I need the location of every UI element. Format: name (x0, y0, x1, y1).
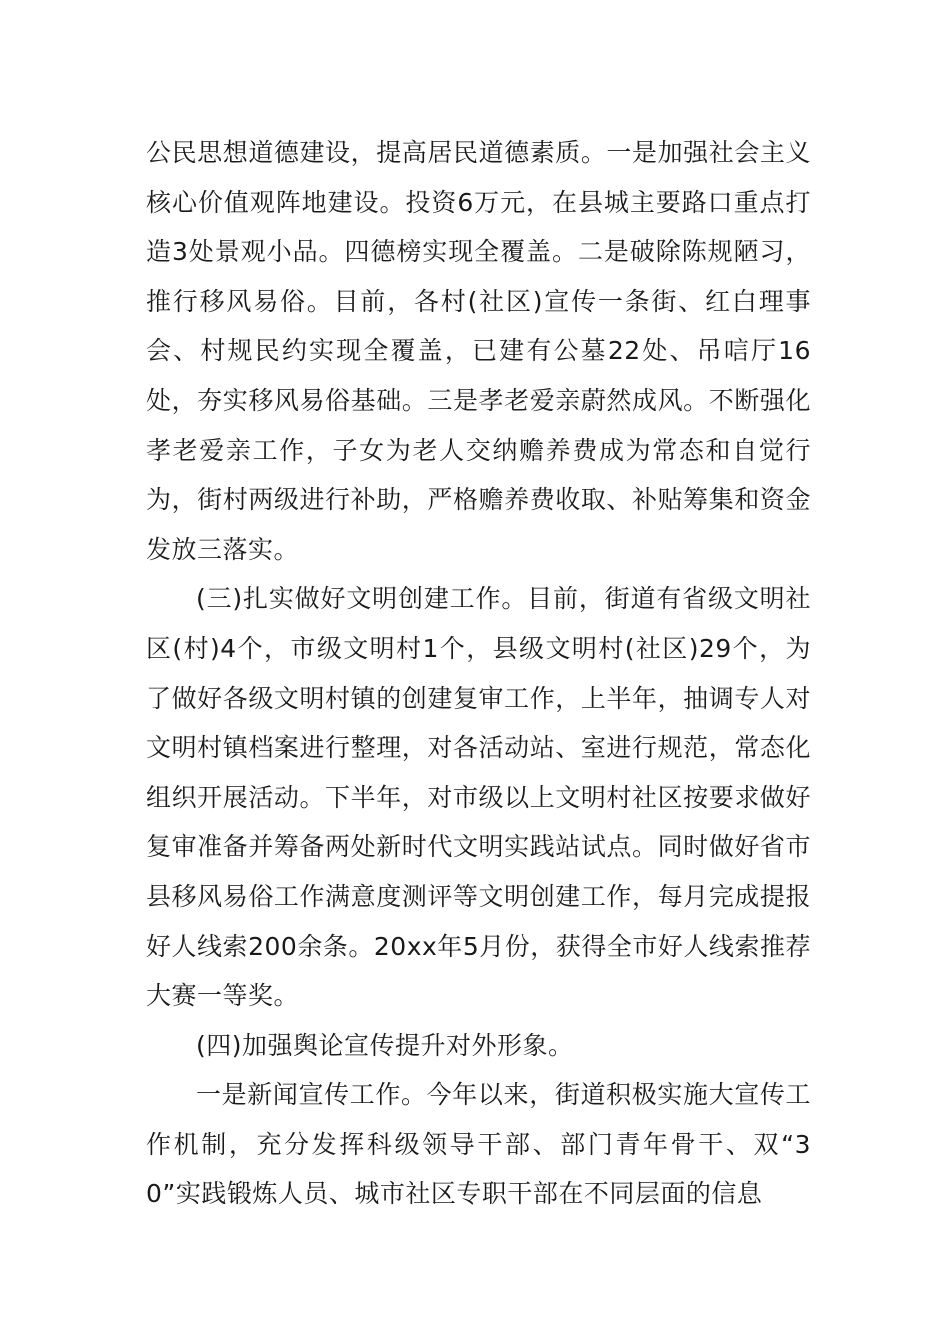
paragraph-news-publicity: 一是新闻宣传工作。今年以来，街道积极实施大宣传工作机制，充分发挥科级领导干部、部门青年骨干、双“30”实践锻炼人员、城市社区专职干部在不同层面的信息 (146, 1080, 811, 1209)
document-body (146, 128, 811, 1219)
paragraph-moral-construction: 公民思想道德建设，提高居民道德素质。一是加强社会主义核心价值观阵地建设。投资6万元，在县城主要路口重点打造3处景观小品。四德榜实现全覆盖。二是破除陈规陋习，推行移风易俗。目前，各村(社区)宣传一条街、红白理事会、村规民约实现全覆盖，已建有公墓22处、吊唁厅16处，夯实移风易俗基础。三是孝老爱亲蔚然成风。不断强化孝老爱亲工作，子女为老人交纳赡养费成为常态和自觉行为，街村两级进行补助，严格赡养费收取、补贴筹集和资金发放三落实。 (146, 138, 811, 564)
paragraph-civilization-creation: (三)扎实做好文明创建工作。目前，街道有省级文明社区(村)4个，市级文明村1个，县级文明村(社区)29个，为了做好各级文明村镇的创建复审工作，上半年，抽调专人对文明村镇档案进行整理，对各活动站、室进行规范，常态化组织开展活动。下半年，对市级以上文明村社区按要求做好复审准备并筹备两处新时代文明实践站试点。同时做好省市县移风易俗工作满意度测评等文明创建工作，每月完成提报好人线索200余条。20xx年5月份，获得全市好人线索推荐大赛一等奖。 (146, 584, 811, 1011)
paragraph-heading-publicity: (四)加强舆论宣传提升对外形象。 (196, 1030, 574, 1060)
